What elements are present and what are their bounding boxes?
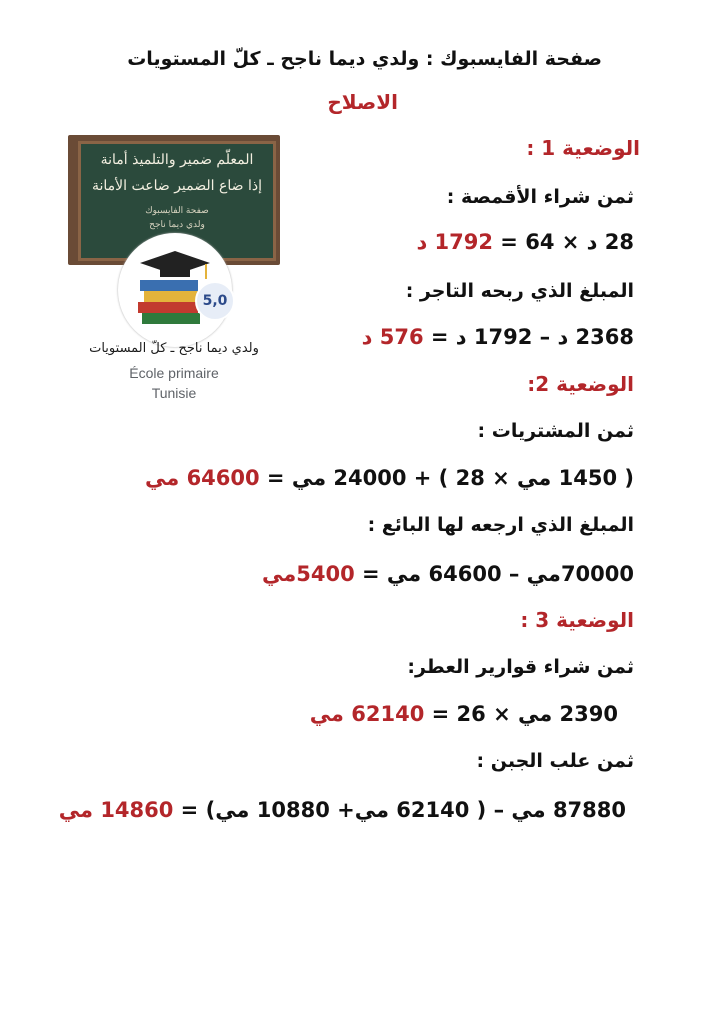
equation-part: 87880 مي – ( 62140 مي+ 10880 مي) = (173, 798, 626, 822)
equation-part: 2368 د – 1792 د = (423, 325, 634, 349)
situation-3-question-2: ثمن علب الجبن : (476, 750, 634, 772)
page-country: Tunisie (151, 385, 197, 401)
correction-heading: الاصلاح (327, 90, 398, 114)
situation-2-equation-1 (145, 466, 634, 490)
equation-result: 576 د (361, 325, 424, 349)
equation-part: ( 1450 مي × 28 ) + 24000 مي = (259, 466, 634, 490)
equation-result: 14860 مي (58, 798, 174, 822)
situation-1-question-1: ثمن شراء الأقمصة : (446, 186, 634, 208)
situation-2-question-2: المبلغ الذي ارجعه لها البائع : (367, 514, 634, 536)
board-text-line2: إذا ضاع الضمير ضاعت الأمانة (92, 178, 262, 194)
rating-badge: 5,0 (195, 281, 235, 321)
situation-1-question-2: المبلغ الذي ربحه التاجر : (405, 280, 634, 302)
facebook-page-name: ولدي ديما ناجح ـ كلّ المستويات (89, 341, 259, 356)
board-text-line1: المعلّم ضمير والتلميذ أمانة (100, 152, 254, 168)
board-small-text-2: ولدي ديما ناجح (149, 220, 205, 230)
board-small-text: صفحة الفايسبوك (145, 206, 209, 216)
equation-part: 70000مي – 64600 مي = (354, 562, 634, 586)
situation-3-equation-1 (310, 702, 618, 726)
equation-result: 62140 مي (309, 702, 425, 726)
equation-result: 5400مي (262, 562, 355, 586)
situation-1-equation-1 (416, 230, 634, 254)
situation-3-equation-2 (59, 798, 626, 822)
facebook-page-card (68, 135, 280, 405)
situation-2-equation-2 (262, 562, 634, 586)
situation-2-heading: الوضعية 2: (527, 372, 634, 396)
situation-3-heading: الوضعية 3 : (520, 608, 634, 632)
situation-3-question-1: ثمن شراء قوارير العطر: (407, 656, 634, 678)
equation-part: 28 د × 64 = (493, 230, 634, 254)
situation-1-heading: الوضعية 1 : (526, 136, 640, 160)
page-title: صفحة الفايسبوك : ولدي ديما ناجح ـ كلّ المستويات (127, 48, 602, 70)
equation-result: 1792 د (416, 230, 493, 254)
page-category: École primaire (129, 365, 219, 381)
situation-1-equation-2 (362, 325, 634, 349)
equation-result: 64600 مي (145, 466, 260, 490)
situation-2-question-1: ثمن المشتريات : (477, 420, 634, 442)
equation-part: 2390 مي × 26 = (424, 702, 618, 726)
